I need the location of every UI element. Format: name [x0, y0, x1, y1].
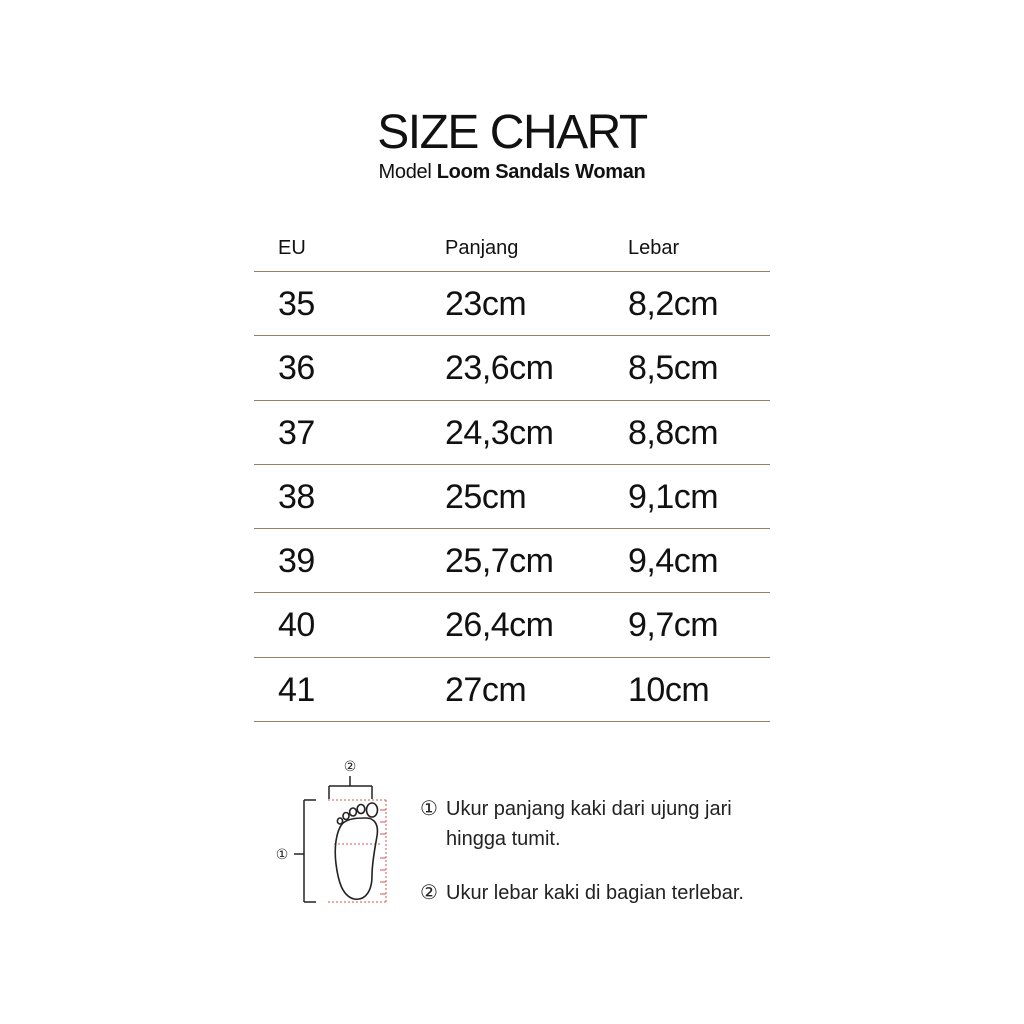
- instruction-width: [420, 878, 744, 908]
- foot-icon: [335, 803, 377, 899]
- cell-panjang: 23cm: [445, 285, 527, 323]
- cell-eu: 35: [278, 285, 315, 323]
- table-header: [254, 228, 770, 272]
- cell-eu: 40: [278, 606, 315, 645]
- diagram-marker-1: ①: [275, 847, 289, 863]
- cell-panjang: 24,3cm: [445, 413, 554, 452]
- cell-panjang: 27cm: [445, 670, 527, 709]
- table-row: [254, 401, 770, 465]
- page-title: SIZE CHART: [377, 106, 647, 159]
- instruction-length-line2: hingga tumit.: [446, 828, 561, 850]
- column-header-lebar: Lebar: [628, 237, 680, 259]
- cell-lebar: 8,8cm: [628, 413, 719, 452]
- cell-lebar: 10cm: [628, 670, 710, 709]
- subtitle-prefix: Model: [378, 161, 432, 183]
- model-name: Loom Sandals Woman: [436, 161, 646, 183]
- foot-measure-diagram: [262, 752, 402, 912]
- ruler-ticks: [380, 810, 386, 894]
- measure-guides: [328, 800, 388, 902]
- table-row: [254, 465, 770, 529]
- instruction-marker-2: ②: [420, 882, 438, 904]
- table-row: [254, 658, 770, 722]
- cell-eu: 39: [278, 542, 315, 581]
- cell-eu: 36: [278, 349, 315, 388]
- cell-lebar: 8,2cm: [628, 285, 719, 323]
- size-table: [254, 228, 770, 722]
- cell-panjang: 25cm: [445, 477, 527, 516]
- length-bracket: [294, 800, 316, 902]
- cell-lebar: 8,5cm: [628, 349, 719, 388]
- table-row: [254, 336, 770, 400]
- cell-lebar: 9,4cm: [628, 542, 719, 581]
- column-header-eu: EU: [278, 237, 306, 259]
- cell-panjang: 26,4cm: [445, 606, 554, 645]
- cell-panjang: 23,6cm: [445, 349, 554, 388]
- cell-lebar: 9,1cm: [628, 477, 719, 516]
- instruction-length-line1: Ukur panjang kaki dari ujung jari: [446, 798, 732, 820]
- instruction-marker-1: ①: [420, 798, 438, 820]
- instruction-width-line1: Ukur lebar kaki di bagian terlebar.: [446, 882, 744, 904]
- cell-eu: 41: [278, 670, 315, 709]
- cell-panjang: 25,7cm: [445, 542, 554, 581]
- table-row: [254, 272, 770, 336]
- table-row: [254, 593, 770, 657]
- cell-eu: 37: [278, 413, 315, 452]
- column-header-panjang: Panjang: [445, 237, 519, 259]
- table-row: [254, 529, 770, 593]
- width-bracket: [329, 776, 372, 799]
- cell-lebar: 9,7cm: [628, 606, 719, 645]
- instruction-length: [420, 794, 732, 854]
- diagram-marker-2: ②: [343, 759, 357, 775]
- page-subtitle: [0, 160, 1024, 184]
- cell-eu: 38: [278, 477, 315, 516]
